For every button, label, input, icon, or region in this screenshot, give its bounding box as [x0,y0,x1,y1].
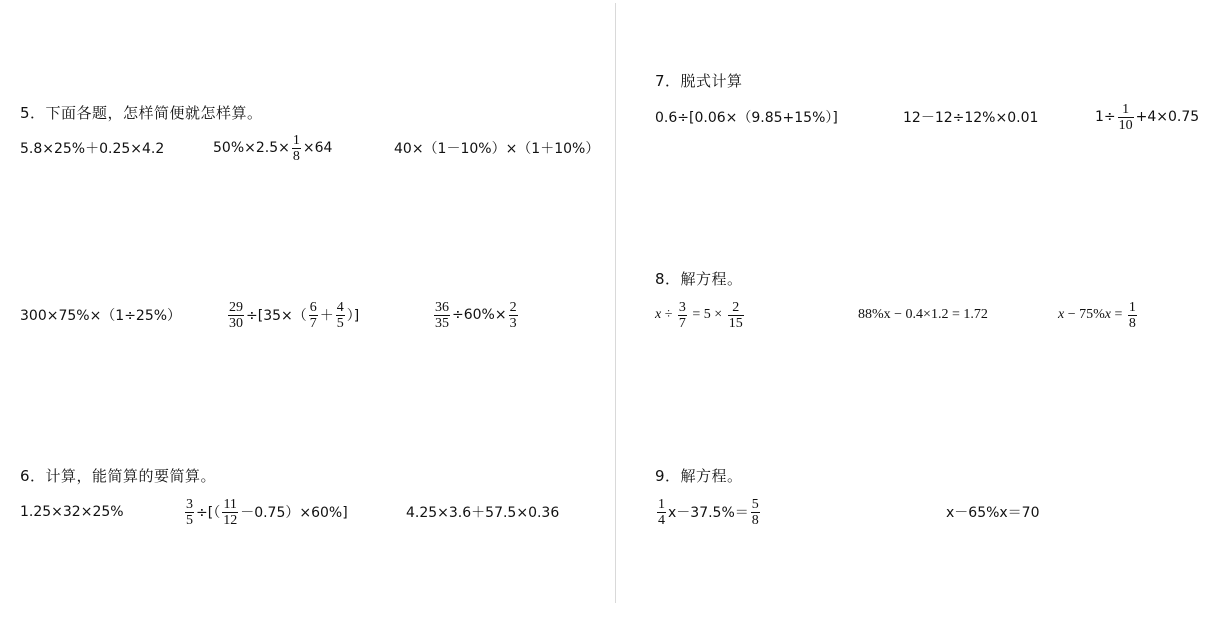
fraction: $\frac{3}{7}$ [678,299,686,331]
column-divider [615,3,616,603]
fraction: $\frac{36}{35}$ [435,299,449,331]
problem-5-2: 50%×2.5× $\frac{1}{8}$ ×64 [213,132,333,164]
fraction: $\frac{11}{12}$ [223,496,238,528]
problem-5-6: $\frac{36}{35}$ ÷60%× $\frac{2}{3}$ [435,299,517,331]
fraction: $\frac{1}{10}$ [1118,101,1133,133]
fraction: $\frac{6}{7}$ [309,299,317,331]
equation-9-2: x－65%x＝70 [946,505,1040,521]
problem-6-3: 4.25×3.6＋57.5×0.36 [406,505,560,521]
equation-8-3: x − 75% x = $\frac{1}{8}$ [1058,299,1136,331]
fraction: $\frac{5}{8}$ [751,496,759,528]
problem-5-4: 300×75%×（1÷25%） [20,308,182,324]
problem-5-5: $\frac{29}{30}$ ÷[35×（ $\frac{6}{7}$ ＋ $\frac{4}{5}$ ）] [229,299,360,331]
fraction: $\frac{29}{30}$ [229,299,243,331]
problem-5-1: 5.8×25%＋0.25×4.2 [20,141,165,157]
section-6-title: 6．计算，能简算的要简算。 [20,467,217,485]
fraction: $\frac{2}{15}$ [728,299,743,331]
fraction: $\frac{1}{8}$ [292,132,300,164]
section-5-title: 5．下面各题，怎样简便就怎样算。 [20,104,263,122]
section-8-title: 8．解方程。 [655,270,743,288]
problem-5-3: 40×（1－10%）×（1＋10%） [394,141,600,157]
problem-7-2: 12－12÷12%×0.01 [903,110,1039,126]
fraction: $\frac{4}{5}$ [336,299,344,331]
problem-7-3: 1÷ $\frac{1}{10}$ +4×0.75 [1095,101,1200,133]
equation-8-1: x ÷ $\frac{3}{7}$ = 5 × $\frac{2}{15}$ [655,299,743,331]
section-7-title: 7．脱式计算 [655,72,743,90]
problem-6-1: 1.25×32×25% [20,504,124,520]
problem-6-2: $\frac{3}{5}$ ÷[（ $\frac{11}{12}$ －0.75）×60%] [186,496,348,528]
fraction: $\frac{1}{8}$ [1128,299,1136,331]
section-9-title: 9．解方程。 [655,467,743,485]
problem-7-1: 0.6÷[0.06×（9.85+15%）] [655,110,838,126]
fraction: $\frac{2}{3}$ [509,299,517,331]
equation-8-2: 88%x − 0.4×1.2 = 1.72 [858,307,988,322]
fraction: $\frac{1}{4}$ [658,496,665,528]
fraction: $\frac{3}{5}$ [186,496,193,528]
equation-9-1: $\frac{1}{4}$ x－37.5%＝ $\frac{5}{8}$ [658,496,759,528]
